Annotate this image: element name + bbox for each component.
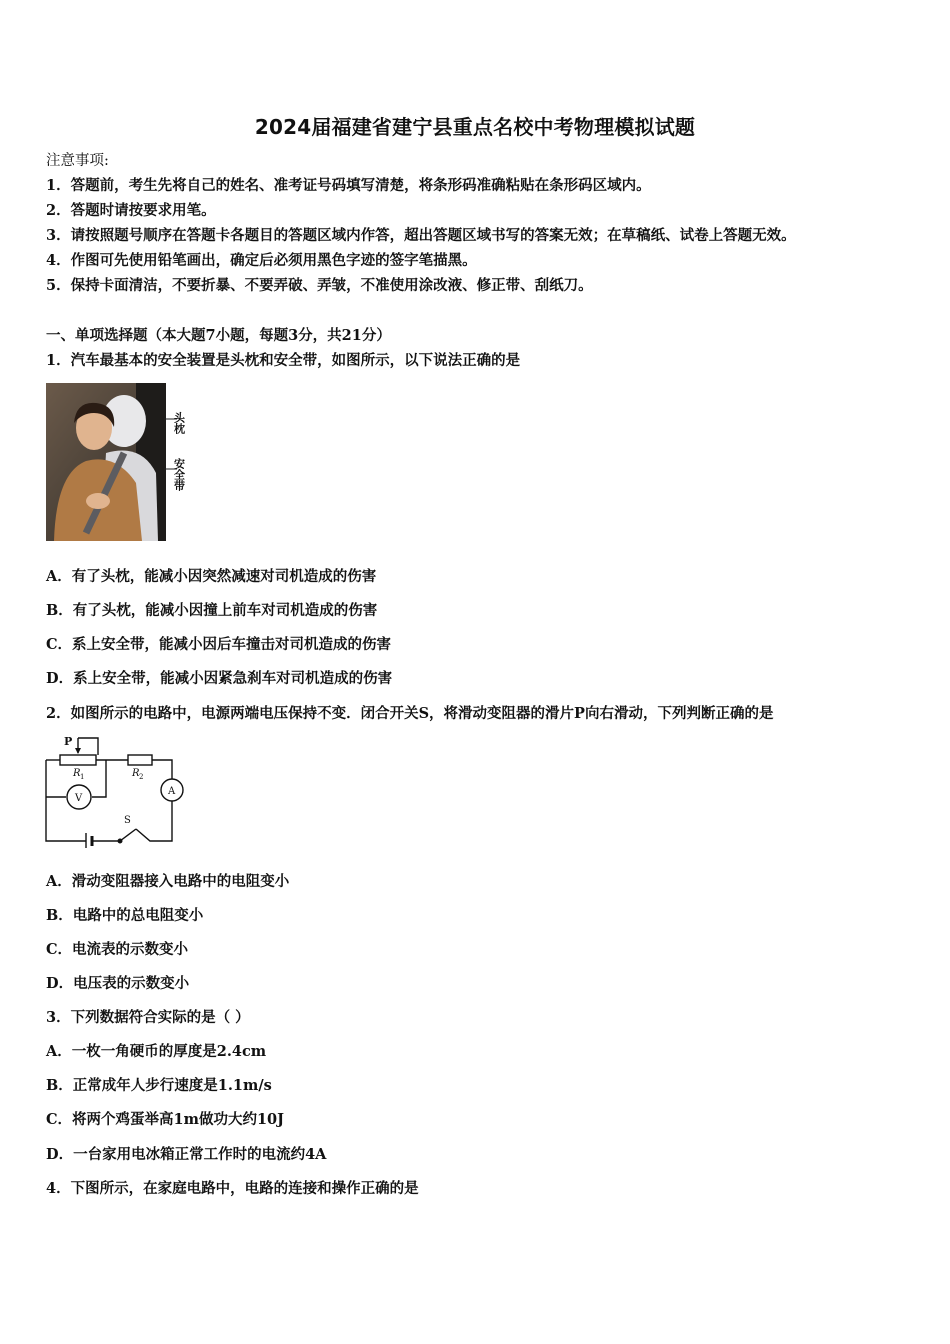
notes-heading: 注意事项:: [46, 153, 109, 169]
r1-label: R: [73, 768, 81, 779]
voltmeter-label: V: [75, 793, 83, 804]
question-1-option-d: D．系上安全带，能减小因紧急刹车对司机造成的伤害: [46, 670, 393, 687]
notes-item: 2．答题时请按要求用笔。: [46, 202, 216, 219]
question-3-option-c: C．将两个鸡蛋举高1m做功大约10J: [46, 1111, 285, 1128]
question-2-option-a: A．滑动变阻器接入电路中的电阻变小: [46, 873, 290, 890]
switch-label: S: [124, 815, 131, 826]
slider-p-label: P: [64, 735, 73, 748]
notes-item: 1．答题前，考生先将自己的姓名、准考证号码填写清楚，将条形码准确粘贴在条形码区域内。: [46, 177, 651, 194]
question-3-option-d: D．一台家用电冰箱正常工作时的电流约4A: [46, 1146, 327, 1163]
seatbelt-label: 安全带: [172, 458, 186, 491]
question-3-stem: 3．下列数据符合实际的是（ ）: [46, 1009, 250, 1026]
question-2-option-b: B．电路中的总电阻变小: [46, 907, 204, 924]
seatbelt-photo: [46, 383, 194, 541]
question-3-option-b: B．正常成年人步行速度是1.1m/s: [46, 1077, 272, 1094]
section-heading: 一、单项选择题（本大题7小题，每题3分，共21分）: [46, 327, 391, 344]
notes-item: 5．保持卡面清洁，不要折暴、不要弄破、弄皱，不准使用涂改液、修正带、刮纸刀。: [46, 277, 593, 294]
r1-subscript: 1: [80, 773, 85, 781]
question-2-option-c: C．电流表的示数变小: [46, 941, 189, 958]
notes-item: 3．请按照题号顺序在答题卡各题目的答题区域内作答，超出答题区域书写的答案无效；在草稿纸、试卷上答题无效。: [46, 227, 796, 244]
question-1-option-b: B．有了头枕，能减小因撞上前车对司机造成的伤害: [46, 602, 378, 619]
question-1-stem: 1．汽车最基本的安全装置是头枕和安全带，如图所示，以下说法正确的是: [46, 352, 521, 369]
page-title: 2024届福建省建宁县重点名校中考物理模拟试题: [254, 115, 696, 139]
circuit-drawing: [40, 733, 190, 848]
r2-subscript: 2: [139, 773, 144, 781]
headrest-label-1: 头枕: [172, 412, 186, 434]
seatbelt-photo-drawing: [46, 383, 194, 541]
r2-label: R: [132, 768, 140, 779]
question-3-option-a: A．一枚一角硬币的厚度是2.4cm: [46, 1043, 267, 1060]
circuit-diagram: [40, 733, 190, 848]
question-1-option-a: A．有了头枕，能减小因突然减速对司机造成的伤害: [46, 568, 377, 585]
notes-item: 4．作图可先使用铅笔画出，确定后必须用黑色字迹的签字笔描黑。: [46, 252, 477, 269]
ammeter-label: A: [168, 786, 176, 797]
question-2-option-d: D．电压表的示数变小: [46, 975, 190, 992]
question-2-stem: 2．如图所示的电路中，电源两端电压保持不变．闭合开关S，将滑动变阻器的滑片P向右滑动，下列判断正确的是: [46, 705, 774, 722]
question-1-option-c: C．系上安全带，能减小因后车撞击对司机造成的伤害: [46, 636, 392, 653]
question-4-stem: 4．下图所示，在家庭电路中，电路的连接和操作正确的是: [46, 1180, 419, 1197]
